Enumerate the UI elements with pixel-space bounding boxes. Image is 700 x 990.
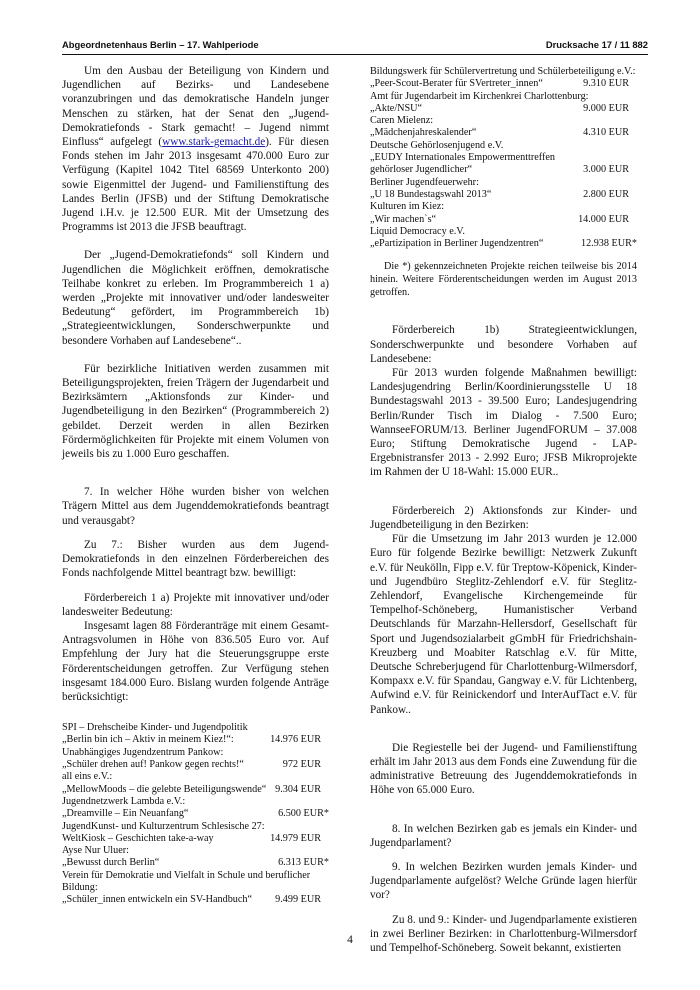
project-row: „Schüler_innen entwickeln ein SV-Handbuch“ 9.499 EUR bbox=[62, 894, 321, 906]
project-row: „Bewusst durch Berlin“ 6.313 EUR* bbox=[62, 857, 329, 869]
project-row: „Berlin bin ich – Aktiv in meinem Kiez!“: 14.976 EUR bbox=[62, 734, 321, 746]
project-list-right bbox=[370, 66, 637, 250]
header-right: Drucksache 17 / 11 882 bbox=[545, 39, 648, 50]
stark-gemacht-link[interactable]: www.stark-gemacht.de bbox=[162, 136, 266, 149]
project-org: Kulturen im Kiez: bbox=[370, 201, 445, 213]
project-org: SPI – Drehscheibe Kinder- und Jugendpolitik bbox=[62, 722, 248, 734]
foerderbereich-1a-text: Insgesamt lagen 88 Förderanträge mit einem Gesamt-Antragsvolumen in Höhe von 836.505 Euro vor. Auf Empfehlung der Jury hat die Steuerungsgruppe erste Förderentscheidungen getroffen. Zur Verfügung stehen insgesamt 184.000 Euro. Bislang wurden folgende Anträge berücksichtigt: bbox=[62, 619, 329, 703]
paragraph-fonds: Der „Jugend-Demokratiefonds“ soll Kindern und Jugendlichen die Möglichkeit eröffnen, demokratische Teilhabe konkret zu erleben. Im Programmbereich 1 a) werden „Projekte mit innovativer und/oder landesweiter Bedeutung“ gefördert, im Programmbereich 1b) „Strategieentwicklungen, Sonderschwerpunkte und besondere Vorhaben auf Landesebene“.. bbox=[62, 249, 329, 347]
header-left: Abgeordnetenhaus Berlin – 17. Wahlperiode bbox=[62, 39, 259, 50]
project-row: „ePartizipation in Berliner Jugendzentren“ 12.938 EUR* bbox=[370, 238, 637, 250]
project-org: Jugendnetzwerk Lambda e.V.: bbox=[62, 795, 186, 807]
project-org: JugendKunst- und Kulturzentrum Schlesische 27: bbox=[62, 820, 265, 832]
right-column bbox=[370, 66, 637, 955]
project-row: „Schüler drehen auf! Pankow gegen rechts!“ 972 EUR bbox=[62, 759, 321, 771]
project-row: „Dreamville – Ein Neuanfang“ 6.500 EUR* bbox=[62, 808, 329, 820]
question-8: 8. In welchen Bezirken gab es jemals ein Kinder- und Jugendparlament? bbox=[370, 822, 637, 849]
project-org: Bildungswerk für Schülervertretung und Schülerbeteiligung e.V.: bbox=[370, 66, 636, 77]
project-row: „U 18 Bundestagswahl 2013“ 2.800 EUR bbox=[370, 188, 629, 200]
project-row: „Mädchenjahreskalender“ 4.310 EUR bbox=[370, 127, 629, 139]
foerderbereich-2-title: Förderbereich 2) Aktionsfonds zur Kinder- und Jugendbeteiligung in den Bezirken: bbox=[370, 504, 637, 531]
foerderbereich-1a-title: Förderbereich 1 a) Projekte mit innovativer und/oder landesweiter Bedeutung: bbox=[62, 591, 329, 618]
paragraph-intro: Um den Ausbau der Beteiligung von Kindern und Jugendlichen auf Bezirks- und Landesebene voranzubringen und das demokratische Handeln junger Menschen zu stärken, hat der Senat den „Jugend-Demokratiefonds - Stark gemacht! – Jugend nimmt Einfluss“ aufgelegt (www.stark-gemacht.de). Für diesen Fonds stehen im Jahr 2013 insgesamt 470.000 Euro zur Verfügung (Kapitel 1042 Titel 68569 Unterkonto 200) sowie Eigenmittel der Jugend- und Familienstiftung des Landes Berlin (JFSB) und der Stiftung Demokratische Jugend i.H.v. je 12.500 EUR. Mit der Umsetzung des Programms ist 2013 die JFSB beauftragt. bbox=[62, 65, 329, 234]
question-9: 9. In welchen Bezirken wurden jemals Kinder- und Jugendparlamente aufgelöst? Welche Gründe lagen hierfür vor? bbox=[370, 860, 637, 902]
project-row: „Wir machen`s“ 14.000 EUR bbox=[370, 213, 629, 225]
project-row: „Peer-Scout-Berater für SVertreter_innen“ 9.310 EUR bbox=[370, 78, 629, 90]
project-org: Unabhängiges Jugendzentrum Pankow: bbox=[62, 746, 224, 758]
project-org: Ayse Nur Uluer: bbox=[62, 845, 129, 857]
paragraph-regiestelle: Die Regiestelle bei der Jugend- und Familienstiftung erhält im Jahr 2013 aus dem Fonds eine Zuwendung für die administrative Betreuung des Jugenddemokratiefonds in Höhe von 65.000 Euro. bbox=[370, 741, 637, 797]
paragraph-bezirklich: Für bezirkliche Initiativen werden zusammen mit Beteiligungsprojekten, freien Trägern der Jugendarbeit und Bezirksämtern „Aktionsfonds zur Kinder- und Jugendbeteiligung in den Bezirken“ (Programmbereich 2) gebildet. Derzeit werden in allen Bezirken Fördermöglichkeiten für Projekte mit einem Volumen von jeweils bis zu 1.000 Euro geschaffen. bbox=[62, 362, 329, 461]
project-row: „Akte/NSU“ 9.000 EUR bbox=[370, 102, 629, 114]
answer-7: Zu 7.: Bisher wurden aus dem Jugend-Demokratiefonds in den einzelnen Förderbereichen des Fonds nachfolgende Mittel beantragt bzw. bewilligt: bbox=[62, 538, 329, 580]
answer-8-9: Zu 8. und 9.: Kinder- und Jugendparlamente existieren in zwei Berliner Bezirken: in Charlottenburg-Wilmersdorf und Tempelhof-Schöneberg. Soweit bekannt, existierten bbox=[370, 913, 637, 954]
project-row: WeltKiosk – Geschichten take-a-way 14.979 EUR bbox=[62, 832, 321, 844]
project-org: all eins e.V.: bbox=[62, 771, 113, 783]
footnote-star: Die *) gekennzeichneten Projekte reichen teilweise bis 2014 hinein. Weitere Förderentscheidungen werden im August 2013 getroffen. bbox=[370, 261, 637, 299]
project-org: Berliner Jugendfeuerwehr: bbox=[370, 176, 479, 188]
project-org: Liquid Democracy e.V. bbox=[370, 225, 465, 237]
project-row: „MellowMoods – die gelebte Beteiligungswende“ 9.304 EUR bbox=[62, 783, 321, 795]
foerderbereich-1b-text: Für 2013 wurden folgende Maßnahmen bewilligt: Landesjugendring Berlin/Koordinierungsstelle U 18 Bundestagswahl 2013 - 39.500 Euro; Landesjugendring Berlin/Runder Tisch im Dialog - 7.500 Euro; WannseeFORUM/13. Berliner JugendFORUM – 37.008 Euro; Stiftung Demokratische Jugend - LAP-Ergebnistransfer 2013 - 2.992 Euro; JFSB Mikroprojekte im Rahmen der U 18-Wahl: 15.000 EUR.. bbox=[370, 367, 637, 479]
page-header bbox=[62, 39, 648, 55]
page-number: 4 bbox=[347, 934, 353, 946]
project-org: Amt für Jugendarbeit im Kirchenkrei Charlottenburg: bbox=[370, 90, 589, 102]
project-org: Deutsche Gehörlosenjugend e.V. bbox=[370, 139, 504, 151]
project-list-left bbox=[62, 722, 329, 906]
foerderbereich-1b-title: Förderbereich 1b) Strategieentwicklungen, Sonderschwerpunkte und besondere Vorhaben auf Landesebene: bbox=[370, 324, 637, 365]
project-row: „EUDY Internationales Empowermenttreffen gehörloser Jugendlicher“ 3.000 EUR bbox=[370, 152, 629, 176]
project-org: Verein für Demokratie und Vielfalt in Schule und beruflicher Bildung: bbox=[62, 869, 311, 893]
question-7: 7. In welcher Höhe wurden bisher von welchen Trägern Mittel aus dem Jugenddemokratiefonds beantragt und verausgabt? bbox=[62, 486, 329, 527]
project-org: Caren Mielenz: bbox=[370, 115, 434, 127]
foerderbereich-2-text: Für die Umsetzung im Jahr 2013 wurden je 12.000 Euro für folgende Bezirke bewilligt: Netzwerk Zukunft e.V. für Neukölln, Fipp e.V. für Treptow-Köpenick, Kinder- und Jugendbüro Steglitz-Zehlendorf e.V. für Steglitz-Zehlendorf, Evangelische Kirchengemeinde für Tempelhof-Schöneberg, Humanistischer Verband Deutschlands für Marzahn-Hellersdorf, Gesellschaft für Sport und Jugendsozialarbeit gGmbH für Friedrichshain-Kreuzberg und Moabiter Ratschlag e.V. für Mitte, Deutsche Schreberjugend für Charlottenburg-Wilmersdorf, Kompaxx e.V. für Spandau, Gangway e.V. für Lichtenberg, Aufwind e.V. für Reinickendorf und InterAufTact e.V. für Pankow.. bbox=[370, 533, 637, 716]
left-column bbox=[62, 64, 329, 907]
